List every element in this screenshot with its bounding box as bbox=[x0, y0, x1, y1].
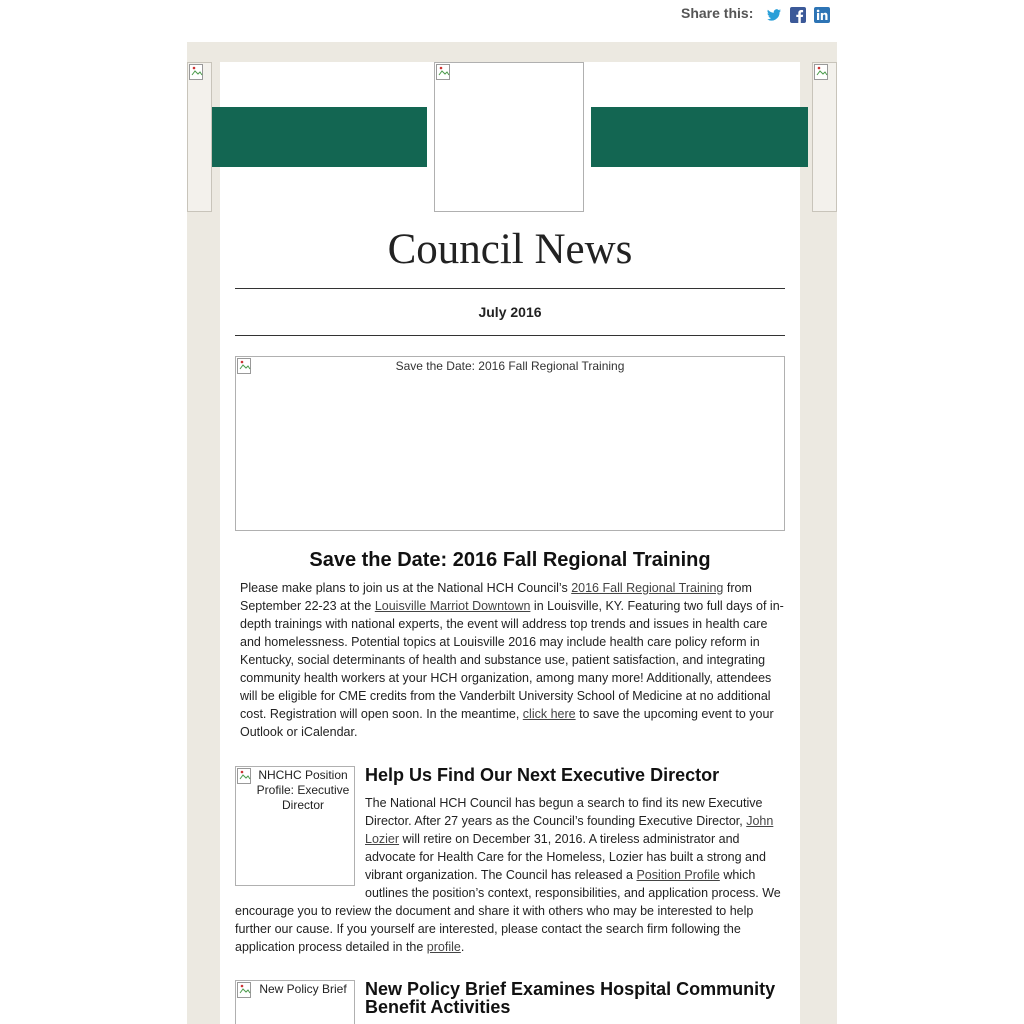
profile-link[interactable]: profile bbox=[426, 940, 461, 954]
newsletter-title: Council News bbox=[387, 226, 633, 273]
facebook-icon[interactable] bbox=[790, 7, 806, 23]
john-lozier-link[interactable]: John Lozier bbox=[365, 814, 774, 846]
share-bar bbox=[681, 3, 838, 23]
article-executive-director bbox=[235, 766, 785, 956]
right-decor-image bbox=[812, 62, 837, 212]
twitter-icon[interactable] bbox=[766, 7, 782, 23]
newsletter-frame bbox=[187, 42, 837, 1024]
linkedin-icon[interactable] bbox=[814, 7, 830, 23]
left-decor-image bbox=[187, 62, 212, 212]
divider bbox=[235, 288, 785, 289]
article-text: which outlines the position’s context, responsibilities, and application process. We encourage you to review the document and share it with others who may be interested to help further our cause. If you yourself are interested, please contact the search firm following the application process detailed in the bbox=[235, 868, 781, 954]
broken-image-icon bbox=[189, 64, 205, 80]
article-image[interactable] bbox=[235, 980, 355, 1024]
hero-image[interactable] bbox=[235, 356, 785, 531]
broken-image-icon bbox=[237, 982, 253, 998]
article-text: The National HCH Council has begun a search to find its new Executive Director. After 27 years as the Council’s founding Executive Director, bbox=[365, 796, 763, 828]
newsletter-body bbox=[220, 62, 800, 1024]
issue-date: July 2016 bbox=[478, 304, 542, 320]
click-here-link[interactable]: click here bbox=[522, 707, 576, 721]
marriott-link[interactable]: Louisville Marriot Downtown bbox=[374, 599, 531, 613]
article-image-alt: NHCHC Position Profile: Executive Director bbox=[256, 768, 350, 812]
header-band-left bbox=[212, 107, 427, 167]
lead-text: in Louisville, KY. Featuring two full days of in-depth trainings with national experts, the event will address top trends and issues in health care and homelessness. Potential topics at Louisville 2016 may include health care policy reform in Kentucky, social determinants of health and substance use, patient satisfaction, and integrating community health workers at your HCH organization, among many more! Additionally, attendees will be eligible for CME credits from the Vanderbilt University School of Medicine at no additional cost. Registration will open soon. In the meantime, bbox=[240, 599, 784, 721]
lead-text: to save the upcoming event to your Outlook or iCalendar. bbox=[240, 707, 774, 739]
broken-image-icon bbox=[814, 64, 830, 80]
position-profile-link[interactable]: Position Profile bbox=[636, 868, 720, 882]
share-label: Share this: bbox=[681, 5, 754, 21]
article-text: will retire on December 31, 2016. A tireless administrator and advocate for Health Care for the Homeless, Lozier has built a strong and vibrant organization. The Council has released a bbox=[365, 832, 766, 882]
divider bbox=[235, 335, 785, 336]
logo-image[interactable] bbox=[434, 62, 584, 212]
training-link[interactable]: 2016 Fall Regional Training bbox=[571, 581, 724, 595]
article-headline: Help Us Find Our Next Executive Director bbox=[365, 765, 720, 785]
article-headline: New Policy Brief Examines Hospital Community Benefit Activities bbox=[365, 979, 776, 1017]
lead-body bbox=[240, 579, 785, 741]
lead-headline: Save the Date: 2016 Fall Regional Training bbox=[309, 549, 711, 571]
article-image[interactable] bbox=[235, 766, 355, 886]
lead-text: from September 22-23 at the bbox=[240, 581, 752, 613]
header-band-right bbox=[591, 107, 808, 167]
article-policy-brief bbox=[235, 980, 785, 1024]
article-text: . bbox=[460, 940, 465, 954]
article-image-alt: New Policy Brief bbox=[259, 982, 347, 996]
lead-text: Please make plans to join us at the National HCH Council’s bbox=[240, 581, 572, 595]
hero-image-alt: Save the Date: 2016 Fall Regional Training bbox=[395, 359, 625, 373]
broken-image-icon bbox=[237, 768, 253, 784]
broken-image-icon bbox=[436, 64, 452, 80]
